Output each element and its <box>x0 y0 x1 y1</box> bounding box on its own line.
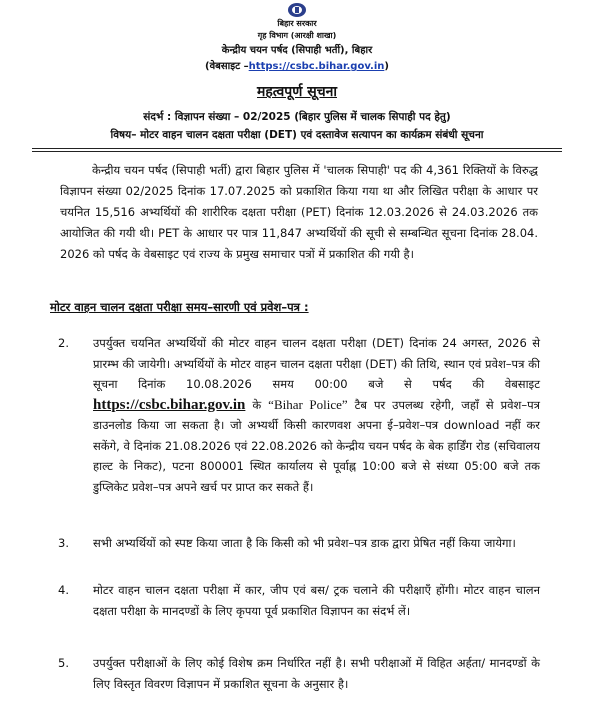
divider <box>32 151 562 152</box>
website-suffix: ) <box>384 61 389 72</box>
item-text: उपर्युक्त परीक्षाओं के लिए कोई विशेष क्रम निर्धारित नहीं है। सभी परीक्षाओं में विहित अर्हता/ मानदण्डों के लिए विस्तृत विवरण विज्ञापन में प्रकाशित सूचना के अनुसार है। <box>93 656 540 691</box>
subject-line: विषय– मोटर वाहन चालन दक्षता परीक्षा (DET) एवं दस्तावेज सत्यापन का कार्यक्रम संबंधी सूचना <box>110 129 484 141</box>
item-number: 2. <box>58 336 69 350</box>
department-label: गृह विभाग (आरक्षी शाखा) <box>257 31 337 40</box>
website-link[interactable]: https://csbc.bihar.gov.in <box>248 61 385 72</box>
website-line <box>0 58 594 72</box>
item-text-mid: के <box>245 397 269 412</box>
item-text: मोटर वाहन चालन दक्षता परीक्षा में कार, जीप एवं बस/ ट्रक चलाने की परीक्षाएँ होंगी। मोटर वाहन चालन दक्षता परीक्षा के मानदण्डों के लिए कृपया पूर्व प्रकाशित विज्ञापन का संदर्भ लें। <box>93 583 540 618</box>
item-text: सभी अभ्यर्थियों को स्पष्ट किया जाता है कि किसी को भी प्रवेश–पत्र डाक द्वारा प्रेषित नहीं किया जायेगा। <box>93 536 516 550</box>
item-text-after: टैब पर उपलब्ध रहेगी, जहाँ से प्रवेश–पत्र डाउनलोड किया जा सकता है। जो अभ्यर्थी किसी कारणवश अपना ई–प्रवेश–पत्र download नहीं कर सकेंगे, वे दिनांक 21.08.2026 एवं 22.08.2026 को केन्द्रीय चयन पर्षद के बेक हार्डिंग रोड (सचिवालय हाल्ट के निकट), पटना 800001 स्थित कार्यालय से पूर्वाह्न 10:00 बजे से संध्या 05:00 बजे तक डुप्लिकेट प्रवेश–पत्र अपने खर्च पर प्राप्त कर सकते हैं। <box>93 397 540 494</box>
bihar-police-tab-label: “Bihar Police” <box>268 396 348 412</box>
state-government-label: बिहार सरकार <box>277 19 317 28</box>
website-link-inline[interactable]: https://csbc.bihar.gov.in <box>93 396 246 413</box>
notice-title: महत्वपूर्ण सूचना <box>257 84 337 100</box>
reference-line: संदर्भ : विज्ञापन संख्या – 02/2025 (बिहार पुलिस में चालक सिपाही पद हेतु) <box>143 111 451 123</box>
divider <box>32 148 562 149</box>
item-number: 3. <box>58 536 69 550</box>
item-text <box>93 333 540 497</box>
website-prefix: (वेबसाइट – <box>205 61 249 72</box>
section-title: मोटर वाहन चालन दक्षता परीक्षा समय–सारणी एवं प्रवेश–पत्र : <box>50 300 309 314</box>
item-number: 5. <box>58 656 69 670</box>
item-text-before: उपर्युक्त चयनित अभ्यर्थियों की मोटर वाहन चालन दक्षता परीक्षा (DET) दिनांक 24 अगस्त, 2026 से प्रारम्भ की जायेगी। अभ्यर्थियों के मोटर वाहन चालन दक्षता परीक्षा (DET) की तिथि, स्थान एवं प्रवेश–पत्र की सूचना दिनांक 10.08.2026 समय 00:00 बजे से पर्षद की वेबसाइट <box>93 336 540 391</box>
item-number: 4. <box>58 583 69 597</box>
intro-text: केन्द्रीय चयन पर्षद (सिपाही भर्ती) द्वारा बिहार पुलिस में 'चालक सिपाही' पद की 4,361 रिक्तियों के विरुद्ध विज्ञापन संख्या 02/2025 दिनांक 17.07.2025 को प्रकाशित किया गया था और लिखित परीक्षा के आधार पर चयनित 15,516 अभ्यर्थियों की शारीरिक दक्षता परीक्षा (PET) दिनांक 12.03.2026 से 24.03.2026 तक आयोजित की गयी थी। PET के आधार पर पात्र 11,847 अभ्यर्थियों की सूची से सम्बन्धित सूचना दिनांक 28.04. 2026 को पर्षद के वेबसाइट एवं राज्य के प्रमुख समाचार पत्रों में प्रकाशित की गयी है। <box>60 163 538 261</box>
government-emblem-icon <box>287 2 307 18</box>
intro-paragraph <box>60 160 538 265</box>
board-name: केन्द्रीय चयन पर्षद (सिपाही भर्ती), बिहार <box>221 45 373 56</box>
